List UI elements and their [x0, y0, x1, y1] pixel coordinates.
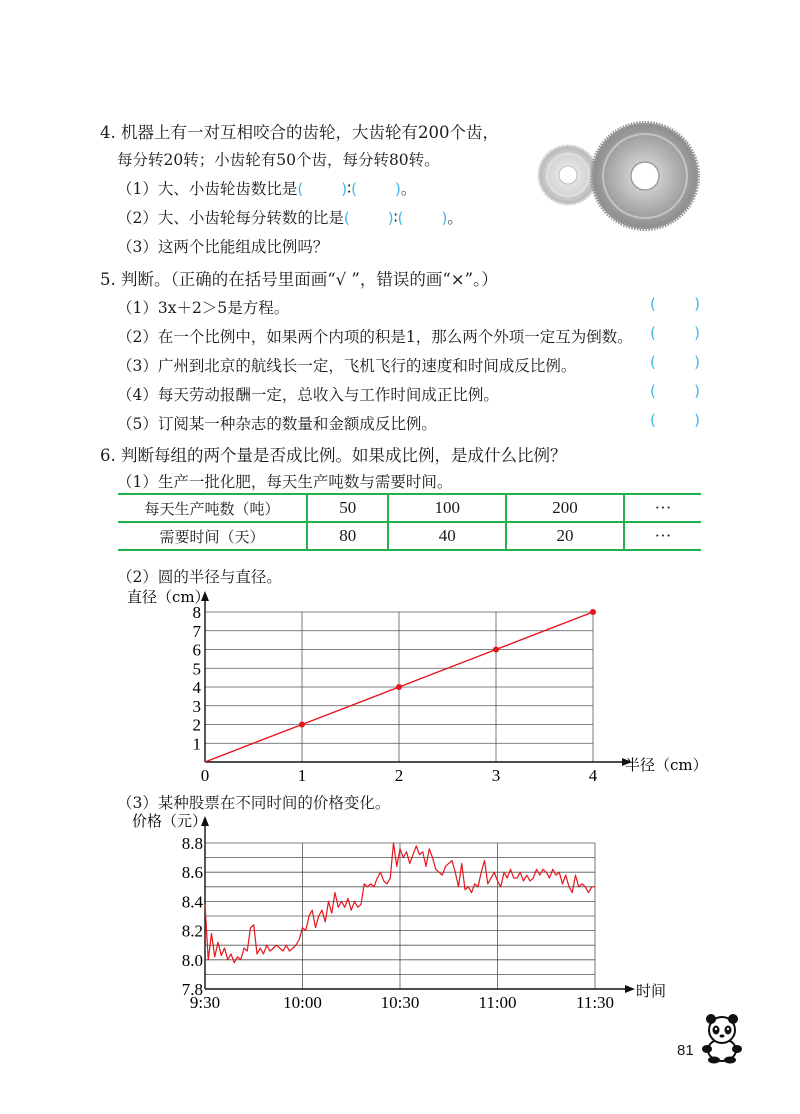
q4-sub2-text: （2）大、小齿轮每分转数的比是 [117, 209, 344, 227]
y-tick-label: 3 [192, 696, 201, 716]
y-tick-label: 4 [192, 678, 201, 697]
q5-item-2: （2）在一个比例中，如果两个内项的积是1，那么两个外项一定互为倒数。 [117, 328, 633, 346]
answer-paren[interactable]: ( ) [650, 411, 700, 429]
answer-paren[interactable]: ( ) [650, 295, 700, 313]
stock-chart [110, 812, 685, 1017]
y-tick-label: 1 [192, 734, 201, 754]
answer-paren[interactable]: ( ) [650, 353, 700, 371]
q4-sub1-text: （1）大、小齿轮齿数比是 [117, 180, 298, 198]
q5-item-1: （1）3x＋2＞5是方程。 [117, 299, 290, 317]
q6-sub1: （1）生产一批化肥，每天生产吨数与需要时间。 [117, 473, 453, 491]
y-tick-label: 7 [192, 621, 201, 641]
q4-sub3: （3）这两个比能组成比例吗？ [117, 238, 329, 256]
ratio-colon: ∶ [393, 209, 398, 227]
y-tick-label: 8.8 [181, 834, 203, 853]
table-cell: ··· [624, 522, 701, 550]
blank-open: ( [343, 209, 350, 227]
answer-paren[interactable]: ( ) [650, 324, 700, 342]
diameter-chart [110, 585, 710, 790]
q5-title: 5. 判断。（正确的在括号里面画“√ ”，错误的画“×”。） [100, 270, 498, 289]
x-tick-label: 0 [200, 766, 210, 785]
table-cell: 80 [307, 522, 388, 550]
q5-item-3: （3）广州到北京的航线长一定，飞机飞行的速度和时间成反比例。 [117, 357, 577, 375]
y-tick-label: 8.6 [181, 863, 203, 883]
table-row [118, 522, 701, 550]
panda-icon [698, 1012, 746, 1064]
y-axis-label: 直径（cm） [127, 588, 210, 606]
q4-line2: 每分转20转；小齿轮有50个齿，每分转80转。 [117, 151, 440, 169]
table-cell: 50 [307, 494, 388, 522]
y-tick-label: 6 [192, 640, 201, 660]
x-tick-label: 11:00 [478, 993, 517, 1012]
table-row [118, 494, 701, 522]
period: 。 [447, 209, 463, 227]
x-tick-label: 3 [491, 766, 501, 785]
q5-item-5: （5）订阅某一种杂志的数量和金额成反比例。 [117, 415, 437, 433]
x-axis-label: 时间 [636, 982, 667, 1000]
q6-sub2: （2）圆的半径与直径。 [117, 568, 282, 586]
table-cell: 40 [388, 522, 506, 550]
q5-item-4: （4）每天劳动报酬一定，总收入与工作时间成正比例。 [117, 386, 499, 404]
blank-open: ( [397, 209, 404, 227]
answer-paren[interactable]: ( ) [650, 382, 700, 400]
y-tick-label: 8.4 [181, 892, 203, 912]
small-gear-icon [539, 146, 597, 204]
blank-open: ( [297, 180, 304, 198]
blank-open: ( [351, 180, 357, 198]
table-cell: ··· [624, 494, 701, 522]
x-tick-label: 1 [297, 766, 307, 785]
row-label: 需要时间（天） [118, 522, 307, 550]
large-gear-icon [592, 123, 698, 229]
blank-close: ) [387, 209, 394, 227]
gears-illustration [535, 118, 705, 238]
q6-sub3: （3）某种股票在不同时间的价格变化。 [117, 794, 391, 812]
y-tick-label: 8.0 [181, 950, 203, 970]
row-label: 每天生产吨数（吨） [118, 494, 307, 522]
x-tick-label: 9:30 [189, 993, 221, 1012]
q4-sub2 [117, 206, 463, 228]
page-number: 81 [677, 1042, 694, 1059]
x-axis-arrow [625, 985, 635, 993]
x-axis-label: 半径（cm） [625, 756, 708, 774]
data-point [396, 684, 402, 690]
ratio-colon: ∶ [347, 180, 352, 198]
x-tick-label: 10:30 [380, 993, 420, 1012]
data-point [493, 647, 499, 653]
table-cell: 100 [388, 494, 506, 522]
production-table [118, 493, 701, 551]
q4-title: 4. 机器上有一对互相咬合的齿轮，大齿轮有200个齿， [100, 123, 499, 142]
y-tick-label: 8 [192, 603, 201, 622]
blank-close: ) [341, 180, 348, 198]
table-cell: 20 [506, 522, 624, 550]
x-tick-label: 10:00 [283, 993, 322, 1012]
y-tick-label: 8.2 [181, 921, 203, 941]
blank-close: ) [441, 209, 448, 227]
x-tick-label: 4 [588, 766, 598, 785]
y-tick-label: 5 [192, 659, 201, 679]
y-tick-label: 7.8 [181, 980, 203, 999]
blank-close: ) [395, 180, 401, 198]
table-cell: 200 [506, 494, 624, 522]
data-point [299, 722, 305, 728]
y-tick-label: 2 [192, 715, 201, 735]
x-tick-label: 2 [394, 766, 404, 785]
period: 。 [400, 180, 417, 198]
q4-sub1 [117, 177, 416, 199]
data-point [590, 609, 596, 615]
x-tick-label: 11:30 [575, 993, 615, 1012]
q6-title: 6. 判断每组的两个量是否成比例。如果成比例，是成什么比例？ [100, 446, 567, 465]
y-axis-label: 价格（元） [132, 812, 208, 830]
